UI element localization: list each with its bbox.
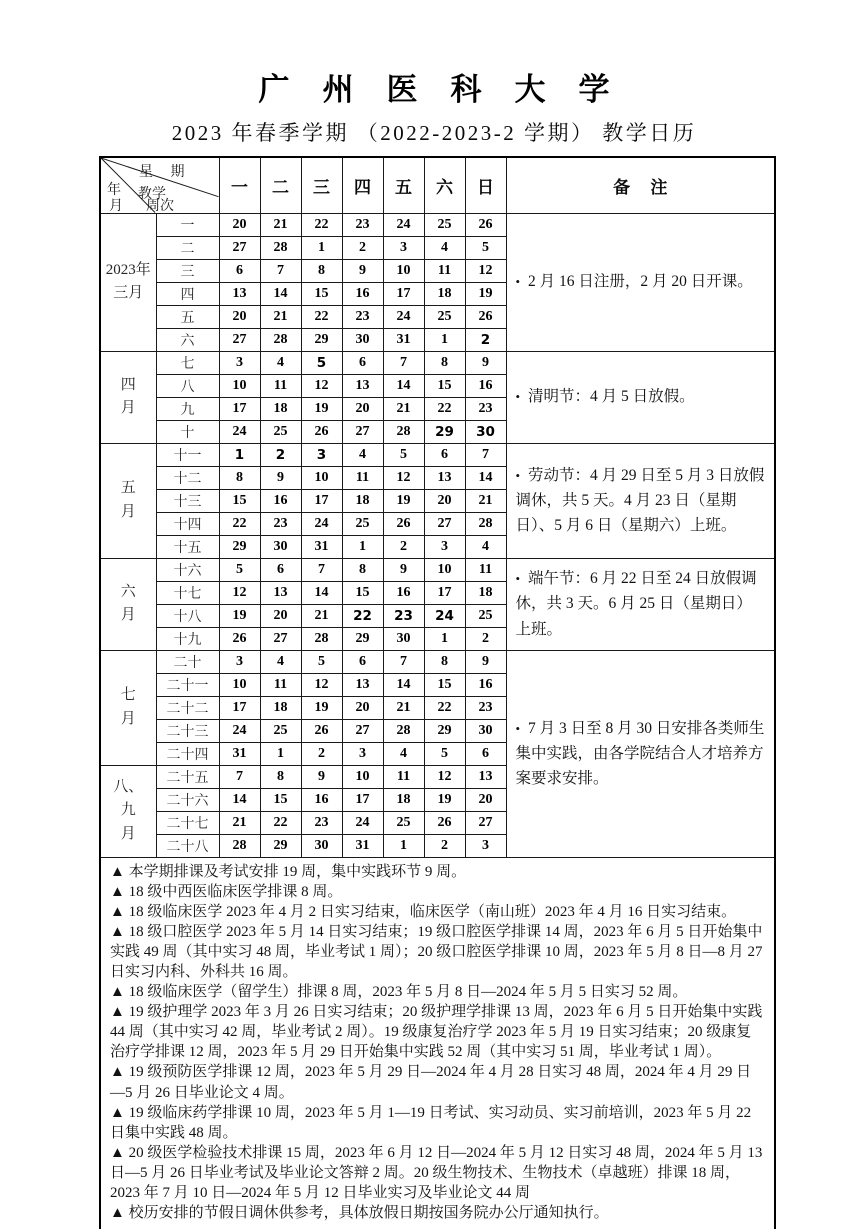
week-number: 二十 xyxy=(156,650,219,673)
date-cell: 3 xyxy=(219,351,260,374)
date-cell: 16 xyxy=(383,581,424,604)
date-cell: 23 xyxy=(465,397,506,420)
notes-row xyxy=(100,857,775,1229)
date-cell: 10 xyxy=(342,765,383,788)
date-cell: 7 xyxy=(383,650,424,673)
date-cell: 5 xyxy=(383,443,424,466)
remark-cell xyxy=(506,213,775,351)
date-cell: 4 xyxy=(383,742,424,765)
month-label xyxy=(100,443,156,558)
date-cell: 21 xyxy=(260,305,301,328)
date-cell: 22 xyxy=(301,305,342,328)
date-cell: 19 xyxy=(301,696,342,719)
date-cell: 29 xyxy=(219,535,260,558)
date-cell: 30 xyxy=(342,328,383,351)
date-cell: 21 xyxy=(465,489,506,512)
date-cell: 3 xyxy=(342,742,383,765)
date-cell: 10 xyxy=(424,558,465,581)
date-cell: 11 xyxy=(465,558,506,581)
date-cell: 18 xyxy=(260,696,301,719)
date-cell: 31 xyxy=(301,535,342,558)
date-cell: 1 xyxy=(301,236,342,259)
date-cell: 15 xyxy=(424,673,465,696)
date-cell: 1 xyxy=(260,742,301,765)
date-cell: 25 xyxy=(342,512,383,535)
date-cell: 23 xyxy=(342,305,383,328)
date-cell: 28 xyxy=(260,328,301,351)
week-row xyxy=(100,213,775,236)
note-item: ▲ 18 级临床医学（留学生）排课 8 周，2023 年 5 月 8 日—2024 年 5 月 5 日实习 52 周。 xyxy=(110,984,688,1001)
date-cell: 27 xyxy=(465,811,506,834)
date-cell: 8 xyxy=(219,466,260,489)
remark-cell xyxy=(506,650,775,857)
date-cell: 20 xyxy=(219,305,260,328)
date-cell-holiday: 1 xyxy=(219,443,260,466)
date-cell: 2 xyxy=(424,834,465,857)
date-cell: 1 xyxy=(342,535,383,558)
week-number: 十八 xyxy=(156,604,219,627)
date-cell: 22 xyxy=(424,696,465,719)
month-label xyxy=(100,765,156,857)
date-cell: 11 xyxy=(342,466,383,489)
calendar-subtitle: 2023 年春季学期 （2022-2023-2 学期） 教学日历 xyxy=(171,121,697,145)
week-number: 十三 xyxy=(156,489,219,512)
date-cell-holiday: 30 xyxy=(465,420,506,443)
month-label-line: 五 xyxy=(120,480,136,497)
date-cell: 10 xyxy=(219,673,260,696)
day-header-sat: 六 xyxy=(424,157,465,213)
date-cell: 15 xyxy=(424,374,465,397)
date-cell: 31 xyxy=(383,328,424,351)
week-number: 六 xyxy=(156,328,219,351)
date-cell: 14 xyxy=(383,673,424,696)
date-cell: 26 xyxy=(219,627,260,650)
week-number: 八 xyxy=(156,374,219,397)
date-cell: 23 xyxy=(342,213,383,236)
date-cell: 1 xyxy=(424,328,465,351)
date-cell: 30 xyxy=(301,834,342,857)
date-cell: 28 xyxy=(260,236,301,259)
date-cell: 1 xyxy=(424,627,465,650)
week-number: 二十二 xyxy=(156,696,219,719)
date-cell: 9 xyxy=(301,765,342,788)
date-cell: 24 xyxy=(219,719,260,742)
remark-text: 端午节：6 月 22 日至 24 日放假调休，共 3 天。6 月 25 日（星期日）上班。 xyxy=(515,570,757,638)
date-cell: 22 xyxy=(424,397,465,420)
date-cell: 13 xyxy=(424,466,465,489)
date-cell: 11 xyxy=(424,259,465,282)
date-cell: 2 xyxy=(383,535,424,558)
date-cell: 16 xyxy=(342,282,383,305)
date-cell-holiday: 2 xyxy=(260,443,301,466)
date-cell: 4 xyxy=(342,443,383,466)
date-cell: 5 xyxy=(301,650,342,673)
date-cell: 12 xyxy=(301,374,342,397)
date-cell: 22 xyxy=(260,811,301,834)
date-cell: 9 xyxy=(342,259,383,282)
notes-section xyxy=(100,857,775,1229)
date-cell: 22 xyxy=(219,512,260,535)
date-cell: 3 xyxy=(219,650,260,673)
date-cell: 3 xyxy=(383,236,424,259)
month-label-line: 七 xyxy=(120,687,136,704)
remarks-header: 备 注 xyxy=(506,157,775,213)
date-cell: 19 xyxy=(301,397,342,420)
month-label xyxy=(100,650,156,765)
week-row xyxy=(100,351,775,374)
date-cell: 21 xyxy=(383,696,424,719)
date-cell-holiday: 22 xyxy=(342,604,383,627)
date-cell: 30 xyxy=(383,627,424,650)
date-cell: 13 xyxy=(342,673,383,696)
date-cell: 14 xyxy=(383,374,424,397)
header-row xyxy=(100,157,775,213)
date-cell: 18 xyxy=(383,788,424,811)
date-cell: 14 xyxy=(219,788,260,811)
date-cell: 8 xyxy=(424,650,465,673)
date-cell: 25 xyxy=(465,604,506,627)
note-item: ▲ 19 级预防医学排课 12 周，2023 年 5 月 29 日—2024 年 4 月 28 日实习 48 周，2024 年 4 月 29 日—5 月 26 日毕业论文 4 周。 xyxy=(110,1064,752,1101)
date-cell: 20 xyxy=(424,489,465,512)
date-cell: 14 xyxy=(301,581,342,604)
day-header-sun: 日 xyxy=(465,157,506,213)
date-cell: 16 xyxy=(465,374,506,397)
date-cell: 24 xyxy=(383,305,424,328)
date-cell: 23 xyxy=(301,811,342,834)
bullet-icon: • xyxy=(515,571,521,587)
date-cell: 2 xyxy=(301,742,342,765)
date-cell: 9 xyxy=(383,558,424,581)
month-label xyxy=(100,213,156,351)
date-cell: 27 xyxy=(219,328,260,351)
note-item: ▲ 校历安排的节假日调休供参考，具体放假日期按国务院办公厅通知执行。 xyxy=(110,1205,609,1222)
week-number: 七 xyxy=(156,351,219,374)
date-cell: 17 xyxy=(219,696,260,719)
date-cell: 8 xyxy=(342,558,383,581)
note-item: ▲ 19 级临床药学排课 10 周，2023 年 5 月 1—19 日考试、实习动员、实习前培训，2023 年 5 月 22 日集中实践 48 周。 xyxy=(110,1104,752,1141)
day-header-mon: 一 xyxy=(219,157,260,213)
date-cell: 15 xyxy=(219,489,260,512)
week-number: 十四 xyxy=(156,512,219,535)
month-label-line: 月 xyxy=(120,607,136,623)
week-number: 十一 xyxy=(156,443,219,466)
date-cell: 21 xyxy=(383,397,424,420)
date-cell: 27 xyxy=(342,420,383,443)
week-number: 十五 xyxy=(156,535,219,558)
remark-text: 2 月 16 日注册，2 月 20 日开课。 xyxy=(524,273,753,291)
date-cell: 11 xyxy=(260,673,301,696)
note-item: ▲ 18 级中西医临床医学排课 8 周。 xyxy=(110,883,343,900)
date-cell: 24 xyxy=(301,512,342,535)
date-cell: 20 xyxy=(342,397,383,420)
date-cell: 17 xyxy=(342,788,383,811)
date-cell: 17 xyxy=(219,397,260,420)
month-label xyxy=(100,558,156,650)
day-header-thu: 四 xyxy=(342,157,383,213)
week-number: 十六 xyxy=(156,558,219,581)
date-cell: 17 xyxy=(383,282,424,305)
month-label-line: 月 xyxy=(120,710,136,727)
date-cell: 7 xyxy=(260,259,301,282)
date-cell: 28 xyxy=(301,627,342,650)
corner-year-label: 年 xyxy=(107,183,121,198)
date-cell: 29 xyxy=(342,627,383,650)
date-cell-holiday: 23 xyxy=(383,604,424,627)
date-cell: 11 xyxy=(260,374,301,397)
week-number: 十二 xyxy=(156,466,219,489)
date-cell: 11 xyxy=(383,765,424,788)
date-cell: 27 xyxy=(219,236,260,259)
note-item: ▲ 18 级口腔医学 2023 年 5 月 14 日实习结束；19 级口腔医学排课 14 周，2023 年 6 月 5 日开始集中实践 49 周（其中实习 48 周，毕业考试 1 周）；20 级口腔医学排课 10 周，2023 年 5 月 8 日—8 月 27 日实习内科、外科共 16 周。 xyxy=(110,923,763,980)
month-label-line: 2023年 xyxy=(105,261,151,278)
week-number: 二十四 xyxy=(156,742,219,765)
date-cell: 26 xyxy=(465,213,506,236)
date-cell: 21 xyxy=(301,604,342,627)
date-cell: 19 xyxy=(219,604,260,627)
date-cell-holiday: 24 xyxy=(424,604,465,627)
note-item: ▲ 19 级护理学 2023 年 3 月 26 日实习结束；20 级护理学排课 13 周，2023 年 6 月 5 日开始集中实践 44 周（其中实习 42 周，毕业考试 2 周）。19 级康复治疗学 2023 年 5 月 19 日实习结束；20 级康复治疗学排课 12 周，2023 年 5 月 29 日开始集中实践 52 周（其中实习 51 周，毕业考试 1 周）。 xyxy=(110,1004,763,1061)
remark-cell xyxy=(506,558,775,650)
date-cell: 5 xyxy=(219,558,260,581)
date-cell: 25 xyxy=(424,305,465,328)
month-label-line: 月 xyxy=(120,503,136,520)
date-cell: 10 xyxy=(219,374,260,397)
date-cell: 30 xyxy=(465,719,506,742)
bullet-icon: • xyxy=(515,274,521,290)
date-cell: 21 xyxy=(260,213,301,236)
remark-text: 劳动节：4 月 29 日至 5 月 3 日放假调休，共 5 天。4 月 23 日（星期日）、5 月 6 日（星期六）上班。 xyxy=(515,466,765,535)
week-number: 二十五 xyxy=(156,765,219,788)
date-cell: 29 xyxy=(260,834,301,857)
bullet-icon: • xyxy=(515,389,521,405)
date-cell: 20 xyxy=(260,604,301,627)
date-cell: 3 xyxy=(465,834,506,857)
date-cell: 15 xyxy=(260,788,301,811)
date-cell: 18 xyxy=(260,397,301,420)
date-cell: 15 xyxy=(342,581,383,604)
date-cell: 24 xyxy=(342,811,383,834)
month-label-line: 六 xyxy=(120,583,136,600)
date-cell: 6 xyxy=(465,742,506,765)
date-cell: 22 xyxy=(301,213,342,236)
date-cell-holiday: 29 xyxy=(424,420,465,443)
teaching-calendar-table xyxy=(99,156,776,1229)
week-number: 一 xyxy=(156,213,219,236)
week-number: 十七 xyxy=(156,581,219,604)
date-cell: 5 xyxy=(465,236,506,259)
corner-weekday-label: 星 期 xyxy=(139,165,192,180)
date-cell: 31 xyxy=(342,834,383,857)
date-cell-holiday: 5 xyxy=(301,351,342,374)
week-row xyxy=(100,558,775,581)
date-cell: 12 xyxy=(424,765,465,788)
date-cell: 13 xyxy=(465,765,506,788)
date-cell: 20 xyxy=(465,788,506,811)
date-cell: 19 xyxy=(383,489,424,512)
date-cell: 31 xyxy=(219,742,260,765)
date-cell: 25 xyxy=(383,811,424,834)
week-number: 四 xyxy=(156,282,219,305)
date-cell: 29 xyxy=(301,328,342,351)
month-label-line: 月 xyxy=(120,400,136,416)
date-cell: 12 xyxy=(219,581,260,604)
date-cell: 7 xyxy=(465,443,506,466)
month-label-line: 三月 xyxy=(113,285,144,301)
date-cell: 6 xyxy=(219,259,260,282)
date-cell: 14 xyxy=(465,466,506,489)
corner-weeknum-label: 周次 xyxy=(146,199,174,214)
date-cell: 2 xyxy=(342,236,383,259)
date-cell: 9 xyxy=(465,351,506,374)
date-cell: 16 xyxy=(260,489,301,512)
date-cell: 21 xyxy=(219,811,260,834)
month-label-line: 月 xyxy=(120,825,136,842)
week-number: 二十七 xyxy=(156,811,219,834)
date-cell: 24 xyxy=(383,213,424,236)
date-cell: 16 xyxy=(465,673,506,696)
bullet-icon: • xyxy=(515,720,521,736)
date-cell: 2 xyxy=(465,627,506,650)
date-cell-holiday: 3 xyxy=(301,443,342,466)
week-number: 十 xyxy=(156,420,219,443)
bullet-icon: • xyxy=(515,467,521,483)
date-cell: 19 xyxy=(465,282,506,305)
corner-teaching-label: 教学 xyxy=(138,187,166,202)
date-cell: 6 xyxy=(342,351,383,374)
remark-cell xyxy=(506,443,775,558)
date-cell: 26 xyxy=(424,811,465,834)
note-item: ▲ 20 级医学检验技术排课 15 周，2023 年 6 月 12 日—2024 年 5 月 12 日实习 48 周，2024 年 5 月 13 日—5 月 26 日毕业考试及毕业论文答辩 2 周。20 级生物技术、生物技术（卓越班）排课 18 周，2023 年 7 月 10 日—2024 年 5 月 12 日毕业实习及毕业论文 44 周 xyxy=(110,1144,763,1201)
date-cell: 30 xyxy=(260,535,301,558)
remark-text: 7 月 3 日至 8 月 30 日安排各类师生集中实践，由各学院结合人才培养方案要求安排。 xyxy=(515,719,765,788)
date-cell: 17 xyxy=(424,581,465,604)
date-cell: 26 xyxy=(301,420,342,443)
date-cell: 27 xyxy=(342,719,383,742)
university-title: 广州医科大学 xyxy=(258,72,643,107)
month-label-line: 九 xyxy=(120,802,136,819)
date-cell: 25 xyxy=(424,213,465,236)
week-row xyxy=(100,443,775,466)
remark-text: 清明节：4 月 5 日放假。 xyxy=(524,388,695,406)
date-cell: 12 xyxy=(383,466,424,489)
date-cell: 8 xyxy=(301,259,342,282)
date-cell: 9 xyxy=(260,466,301,489)
date-cell: 19 xyxy=(424,788,465,811)
date-cell: 5 xyxy=(424,742,465,765)
date-cell: 8 xyxy=(260,765,301,788)
date-cell: 25 xyxy=(260,420,301,443)
date-cell: 8 xyxy=(424,351,465,374)
date-cell: 25 xyxy=(260,719,301,742)
date-cell: 20 xyxy=(342,696,383,719)
date-cell-holiday: 2 xyxy=(465,328,506,351)
remark-cell xyxy=(506,351,775,443)
date-cell: 7 xyxy=(219,765,260,788)
date-cell: 26 xyxy=(301,719,342,742)
date-cell: 13 xyxy=(342,374,383,397)
date-cell: 28 xyxy=(465,512,506,535)
date-cell: 14 xyxy=(260,282,301,305)
date-cell: 12 xyxy=(301,673,342,696)
date-cell: 13 xyxy=(219,282,260,305)
date-cell: 28 xyxy=(383,420,424,443)
note-item: ▲ 本学期排课及考试安排 19 周，集中实践环节 9 周。 xyxy=(110,863,467,880)
date-cell: 16 xyxy=(301,788,342,811)
corner-cell xyxy=(100,157,219,213)
date-cell: 6 xyxy=(424,443,465,466)
date-cell: 23 xyxy=(465,696,506,719)
month-label-line: 八、 xyxy=(113,779,144,796)
week-number: 二十六 xyxy=(156,788,219,811)
date-cell: 26 xyxy=(383,512,424,535)
corner-month-label: 月 xyxy=(109,199,123,214)
week-number: 五 xyxy=(156,305,219,328)
day-header-tue: 二 xyxy=(260,157,301,213)
date-cell: 18 xyxy=(465,581,506,604)
month-label xyxy=(100,351,156,443)
month-label-line: 四 xyxy=(120,376,136,393)
date-cell: 9 xyxy=(465,650,506,673)
date-cell: 28 xyxy=(383,719,424,742)
date-cell: 4 xyxy=(465,535,506,558)
date-cell: 18 xyxy=(342,489,383,512)
week-number: 二十八 xyxy=(156,834,219,857)
date-cell: 27 xyxy=(424,512,465,535)
note-item: ▲ 18 级临床医学 2023 年 4 月 2 日实习结束，临床医学（南山班）2023 年 4 月 16 日实习结束。 xyxy=(110,903,737,920)
date-cell: 4 xyxy=(260,650,301,673)
date-cell: 29 xyxy=(424,719,465,742)
week-number: 十九 xyxy=(156,627,219,650)
week-row xyxy=(100,650,775,673)
date-cell: 4 xyxy=(424,236,465,259)
week-number: 三 xyxy=(156,259,219,282)
date-cell: 10 xyxy=(301,466,342,489)
date-cell: 20 xyxy=(219,213,260,236)
date-cell: 7 xyxy=(383,351,424,374)
date-cell: 1 xyxy=(383,834,424,857)
date-cell: 10 xyxy=(383,259,424,282)
date-cell: 28 xyxy=(219,834,260,857)
day-header-fri: 五 xyxy=(383,157,424,213)
day-header-wed: 三 xyxy=(301,157,342,213)
date-cell: 4 xyxy=(260,351,301,374)
date-cell: 3 xyxy=(424,535,465,558)
date-cell: 26 xyxy=(465,305,506,328)
date-cell: 13 xyxy=(260,581,301,604)
week-number: 二十三 xyxy=(156,719,219,742)
date-cell: 23 xyxy=(260,512,301,535)
date-cell: 12 xyxy=(465,259,506,282)
week-number: 二十一 xyxy=(156,673,219,696)
date-cell: 27 xyxy=(260,627,301,650)
date-cell: 6 xyxy=(260,558,301,581)
date-cell: 18 xyxy=(424,282,465,305)
date-cell: 17 xyxy=(301,489,342,512)
date-cell: 7 xyxy=(301,558,342,581)
date-cell: 24 xyxy=(219,420,260,443)
date-cell: 6 xyxy=(342,650,383,673)
week-number: 九 xyxy=(156,397,219,420)
week-number: 二 xyxy=(156,236,219,259)
date-cell: 15 xyxy=(301,282,342,305)
